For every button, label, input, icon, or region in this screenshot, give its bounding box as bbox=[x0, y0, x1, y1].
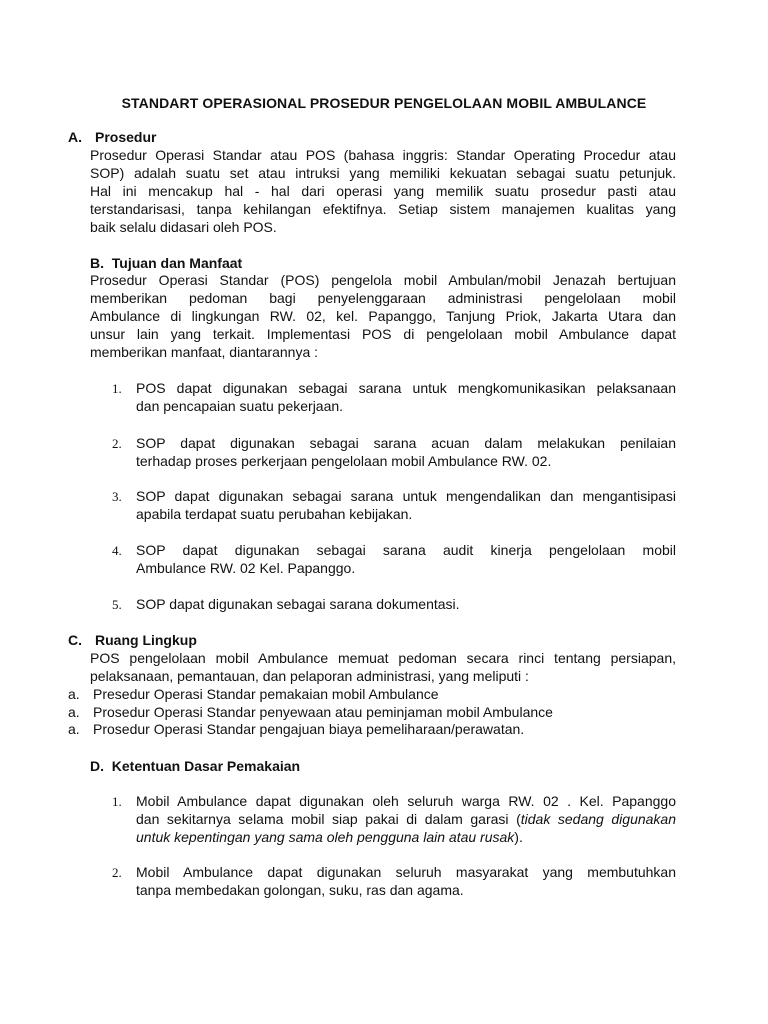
list-item-line: SOP dapat digunakan sebagai sarana acuan dalam melakukan penilaian bbox=[136, 435, 676, 451]
list-item-line: Ambulance RW. 02 Kel. Papanggo. bbox=[136, 560, 356, 576]
section-a-title: Prosedur bbox=[95, 129, 157, 145]
section-a-heading bbox=[68, 128, 156, 146]
list-item-line: terhadap proses perkerjaan pengelolaan mobil Ambulance RW. 02. bbox=[136, 453, 552, 469]
list-number: 1. bbox=[112, 794, 122, 809]
paragraph-line: POS pengelolaan mobil Ambulance memuat pedoman secara rinci tentang persiapan, bbox=[90, 650, 676, 666]
list-item-line: tanpa membedakan golongan, suku, ras dan agama. bbox=[136, 882, 464, 898]
list-item-line: POS dapat digunakan sebagai sarana untuk mengkomunikasikan pelaksanaan bbox=[136, 380, 676, 396]
section-c-title: Ruang Lingkup bbox=[95, 632, 197, 648]
section-b-letter: B. bbox=[90, 255, 104, 271]
list-number: 5. bbox=[112, 597, 122, 612]
section-b-title: Tujuan dan Manfaat bbox=[111, 255, 243, 271]
list-item-text: ). bbox=[514, 829, 523, 845]
list-item-italic-text: untuk kepentingan yang sama oleh pengguna lain atau rusak bbox=[136, 829, 515, 845]
paragraph-line: memberikan manfaat, diantarannya : bbox=[90, 344, 319, 360]
sub-list-item: Prosedur Operasi Standar pengajuan biaya pemeliharaan/perawatan. bbox=[93, 721, 525, 737]
list-item-line: Mobil Ambulance dapat digunakan oleh seluruh warga RW. 02 . Kel. Papanggo bbox=[136, 793, 676, 809]
section-d-heading bbox=[90, 757, 300, 775]
paragraph-line: pelaksanaan, pemantauan, dan pelaporan administrasi, yang meliputi : bbox=[90, 668, 529, 684]
section-c-letter: C. bbox=[68, 632, 82, 648]
section-c-heading bbox=[68, 631, 197, 649]
list-item-line bbox=[136, 810, 676, 828]
section-b-paragraph bbox=[90, 271, 676, 361]
list-item-line: dan pencapaian suatu pekerjaan. bbox=[136, 398, 344, 414]
list-item-line: Mobil Ambulance dapat digunakan seluruh masyarakat yang membutuhkan bbox=[136, 864, 676, 880]
list-number: 2. bbox=[112, 865, 122, 880]
sub-list-item: Prosedur Operasi Standar penyewaan atau peminjaman mobil Ambulance bbox=[93, 704, 553, 720]
sub-list-marker: a. bbox=[68, 721, 80, 737]
list-item bbox=[136, 595, 676, 613]
list-item bbox=[136, 379, 676, 415]
section-d-letter: D. bbox=[90, 758, 104, 774]
section-c-paragraph bbox=[90, 649, 676, 685]
paragraph-line: baik selalu didasari oleh POS. bbox=[90, 219, 277, 235]
list-number: 3. bbox=[112, 489, 122, 504]
section-b-heading bbox=[90, 254, 242, 272]
list-item-line: SOP dapat digunakan sebagai sarana dokumentasi. bbox=[136, 596, 460, 612]
section-a-letter: A. bbox=[68, 129, 82, 145]
list-number: 4. bbox=[112, 543, 122, 558]
paragraph-line: Ambulance di lingkungan RW. 02, kel. Papanggo, Tanjung Priok, Jakarta Utara dan bbox=[90, 308, 676, 324]
sub-list-marker: a. bbox=[68, 704, 80, 720]
list-item-italic-text: tidak sedang digunakan bbox=[520, 811, 676, 827]
paragraph-line: Prosedur Operasi Standar (POS) pengelola mobil Ambulan/mobil Jenazah bertujuan bbox=[90, 272, 676, 288]
list-item bbox=[136, 434, 676, 470]
paragraph-line: terstandarisasi, tanpa kehilangan efektifnya. Setiap sistem manajemen kualitas yang bbox=[90, 201, 676, 217]
section-d-title: Ketentuan Dasar Pemakaian bbox=[111, 758, 301, 774]
list-number: 1. bbox=[112, 381, 122, 396]
list-item-line bbox=[136, 828, 676, 846]
list-item-line: SOP dapat digunakan sebagai sarana untuk mengendalikan dan mengantisipasi bbox=[136, 488, 676, 504]
list-item-text: dan sekitarnya selama mobil siap pakai di dalam garasi ( bbox=[136, 811, 521, 827]
list-item bbox=[136, 541, 676, 577]
paragraph-line: memberikan pedoman bagi penyelenggaraan administrasi pengelolaan mobil bbox=[90, 290, 676, 306]
paragraph-line: unsur lain yang terkait. Implementasi POS di pengelolaan mobil Ambulance dapat bbox=[90, 326, 676, 342]
sub-list-item: Presedur Operasi Standar pemakaian mobil Ambulance bbox=[93, 686, 439, 702]
section-a-paragraph bbox=[90, 146, 676, 236]
paragraph-line: SOP) adalah suatu set atau intruksi yang memiliki kekuatan sebagai suatu petunjuk. bbox=[90, 165, 676, 181]
sub-list-marker: a. bbox=[68, 686, 80, 702]
list-item-line: apabila terdapat suatu perubahan kebijakan. bbox=[136, 506, 413, 522]
list-item bbox=[136, 863, 676, 899]
list-item bbox=[136, 792, 676, 846]
list-item-line: SOP dapat digunakan sebagai sarana audit kinerja pengelolaan mobil bbox=[136, 542, 676, 558]
paragraph-line: Prosedur Operasi Standar atau POS (bahasa inggris: Standar Operating Procedur atau bbox=[90, 147, 676, 163]
paragraph-line: Hal ini mencakup hal - hal dari operasi yang memilik suatu prosedur pasti atau bbox=[90, 183, 676, 199]
document-title: STANDART OPERASIONAL PROSEDUR PENGELOLAAN MOBIL AMBULANCE bbox=[121, 95, 647, 111]
list-item bbox=[136, 487, 676, 523]
list-number: 2. bbox=[112, 436, 122, 451]
